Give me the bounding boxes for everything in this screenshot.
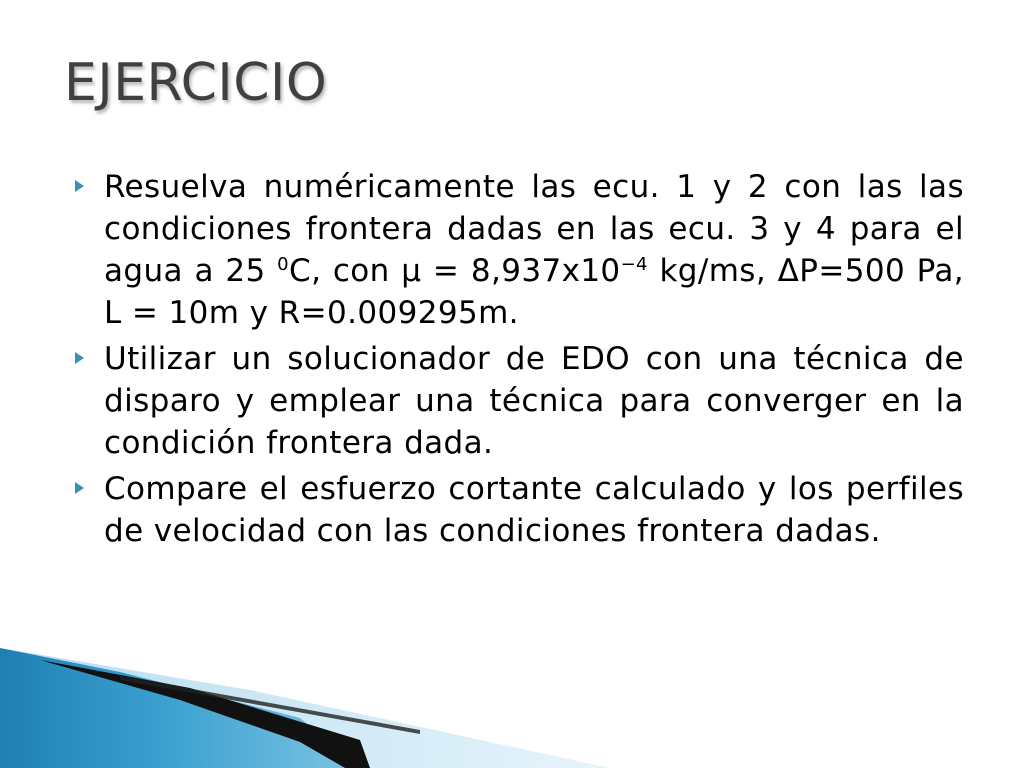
bullet-item xyxy=(74,166,964,334)
triangle-right-icon xyxy=(74,166,104,193)
bullet-text-part: kg/ms, ΔP=500 Pa, L = 10m y R=0.009295m. xyxy=(104,253,964,331)
bullet-text xyxy=(104,166,964,334)
bullet-text-part: Resuelva numéricamente las ecu. 1 y 2 con las las condiciones frontera dadas en las ecu. 3 y 4 para el agua a 25 xyxy=(104,169,964,289)
superscript: 0 xyxy=(277,254,290,275)
slide-title: EJERCICIO xyxy=(64,53,328,113)
superscript: −4 xyxy=(620,254,648,275)
triangle-right-icon xyxy=(74,338,104,365)
bullet-text: Utilizar un solucionador de EDO con una técnica de disparo y emplear una técnica para converger en la condición frontera dada. xyxy=(104,341,964,461)
bullet-item xyxy=(74,338,964,464)
bullet-item xyxy=(74,468,964,552)
bullet-text: Compare el esfuerzo cortante calculado y los perfiles de velocidad con las condiciones frontera dadas. xyxy=(104,471,964,549)
bullet-list xyxy=(74,166,964,556)
bullet-text-part: C, con μ = 8,937x10 xyxy=(289,253,621,289)
triangle-right-icon xyxy=(74,468,104,495)
